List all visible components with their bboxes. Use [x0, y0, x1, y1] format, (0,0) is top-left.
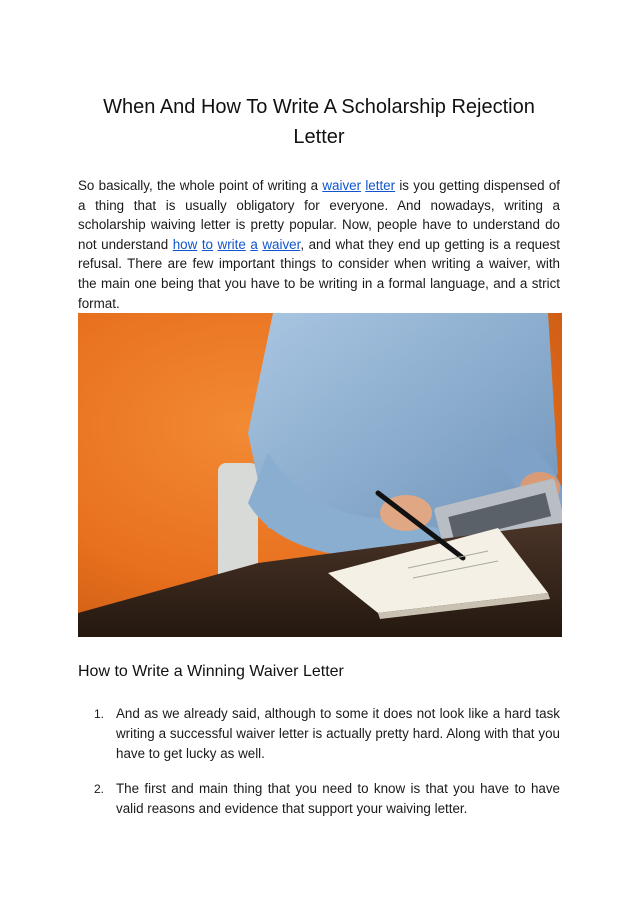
intro-paragraph — [78, 176, 560, 313]
link-to[interactable]: to — [201, 236, 213, 252]
list-item-text: The first and main thing that you need to know is that you have to have valid reasons and evidence that support your waiving letter. — [116, 781, 560, 816]
list-item-text: And as we already said, although to some it does not look like a hard task writing a successful waiver letter is actually pretty hard. Along with that you have to get lucky as well. — [116, 706, 560, 761]
link-a[interactable]: a — [250, 236, 258, 252]
link-how[interactable]: how — [172, 236, 198, 252]
list-item — [78, 704, 560, 764]
link-waiver-2[interactable]: waiver — [262, 236, 301, 252]
link-letter[interactable]: letter — [365, 178, 396, 193]
page-title: When And How To Write A Scholarship Rejection Letter — [103, 96, 535, 148]
link-waiver[interactable]: waiver — [322, 178, 362, 193]
intro-text-2: is you getting dispensed of a thing that is usually obligatory for everyone. And nowadays, writing a scholarship waiving letter is pretty popular. Now, people have to understand do not understand — [78, 178, 560, 252]
intro-text-3: , and what they end up getting is a request refusal. There are few important things to consider when writing a waiver, with the main one being that you have to be writing in a formal language, and a strict format. — [78, 236, 560, 311]
tips-list — [78, 704, 560, 834]
section-heading: How to Write a Winning Waiver Letter — [78, 663, 344, 680]
list-number: 2. — [94, 782, 105, 796]
intro-text-1: So basically, the whole point of writing a — [78, 178, 323, 193]
list-number: 1. — [94, 707, 105, 721]
man-writing-at-desk-photo — [78, 313, 562, 637]
link-write[interactable]: write — [217, 236, 246, 252]
list-item — [78, 779, 560, 819]
